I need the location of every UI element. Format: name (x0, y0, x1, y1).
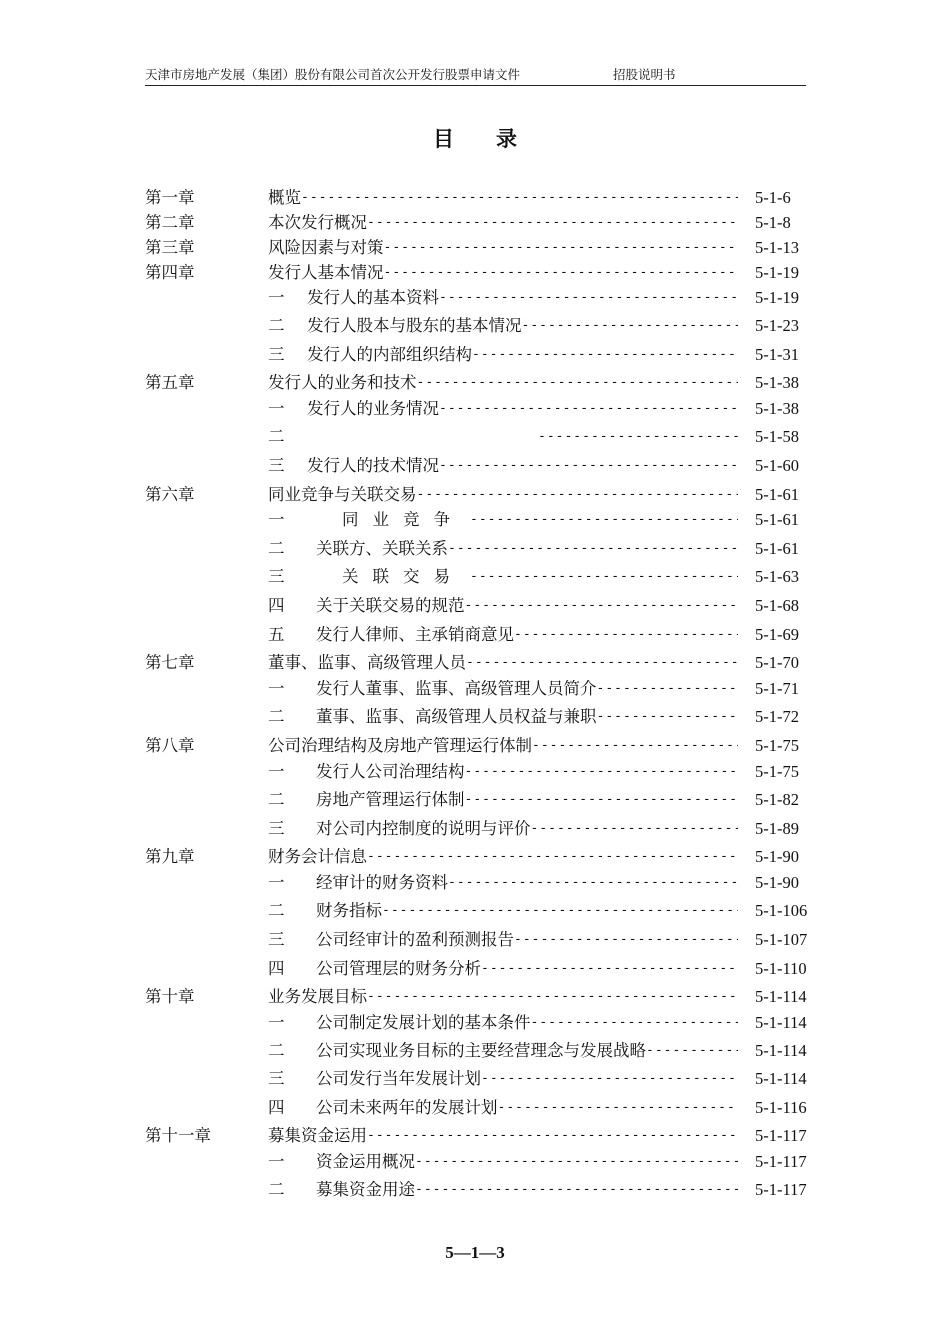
toc-leader-dashes (514, 623, 738, 647)
toc-leader-dashes (481, 1067, 738, 1091)
toc-entry (307, 343, 738, 367)
toc-leader-dashes (415, 1178, 738, 1202)
toc-row (0, 1096, 950, 1120)
toc-leader-dashes (367, 211, 738, 235)
toc-entry (316, 788, 738, 812)
toc-leader-dashes (448, 537, 738, 561)
toc-entry (316, 1096, 738, 1120)
toc-chapter-label: 第五章 (145, 373, 195, 392)
toc-entry-title: 发行人律师、主承销商意见 (316, 625, 514, 644)
toc-leader-dashes (470, 565, 738, 589)
toc-leader-dashes (384, 236, 739, 260)
toc-chapter-label: 第一章 (145, 188, 195, 207)
toc-entry-title: 发行人基本情况 (268, 263, 384, 282)
toc-section-number: 一 (268, 288, 285, 307)
toc-page-number: 5-1-114 (755, 1013, 807, 1032)
toc-leader-dashes (448, 871, 738, 895)
toc-section-number: 三 (268, 345, 285, 364)
toc-leader-dashes (532, 734, 738, 758)
toc-row (0, 483, 950, 507)
toc-entry (268, 261, 738, 285)
toc-entry (316, 760, 738, 784)
toc-page-number: 5-1-117 (755, 1152, 807, 1171)
toc-entry-title: 关联方、关联关系 (316, 539, 448, 558)
toc-entry (316, 677, 738, 701)
toc-leader-dashes (466, 651, 738, 675)
toc-row (0, 286, 950, 310)
toc-leader-dashes (538, 425, 738, 449)
toc-section-number: 四 (268, 1098, 285, 1117)
toc-row (0, 1067, 950, 1091)
toc-page-number: 5-1-19 (755, 288, 799, 307)
toc-leader-dashes (367, 1124, 738, 1148)
toc-entry-title: 关于关联交易的规范 (316, 596, 465, 615)
toc-entry-title: 发行人的技术情况 (307, 456, 439, 475)
toc-section-number: 一 (268, 1013, 285, 1032)
toc-row (0, 261, 950, 285)
toc-row (0, 186, 950, 210)
toc-row (0, 397, 950, 421)
toc-entry (316, 508, 738, 532)
toc-entry (316, 537, 738, 561)
toc-leader-dashes (646, 1039, 738, 1063)
toc-page-number: 5-1-106 (755, 901, 808, 920)
toc-row (0, 734, 950, 758)
toc-section-number: 三 (268, 819, 285, 838)
toc-row (0, 537, 950, 561)
toc-entry-title: 董事、监事、高级管理人员权益与兼职 (316, 707, 597, 726)
toc-entry-title: 资金运用概况 (316, 1152, 415, 1171)
toc-section-number: 一 (268, 873, 285, 892)
toc-section-number: 二 (268, 1041, 285, 1060)
toc-entry (307, 397, 738, 421)
toc-entry (268, 734, 738, 758)
toc-section-number: 五 (268, 625, 285, 644)
toc-page-number: 5-1-8 (755, 213, 791, 232)
toc-page-number: 5-1-114 (755, 987, 807, 1006)
toc-row (0, 508, 950, 532)
toc-entry (268, 985, 738, 1009)
toc-page-number: 5-1-75 (755, 736, 799, 755)
toc-chapter-label: 第四章 (145, 263, 195, 282)
toc-entry-title: 风险因素与对策 (268, 238, 384, 257)
toc-leader-dashes (384, 261, 739, 285)
toc-page-number: 5-1-116 (755, 1098, 807, 1117)
toc-entry-title: 发行人的内部组织结构 (307, 345, 472, 364)
toc-page-number: 5-1-31 (755, 345, 799, 364)
toc-entry (316, 623, 738, 647)
toc-leader-dashes (522, 314, 739, 338)
toc-row (0, 314, 950, 338)
toc-leader-dashes (465, 760, 739, 784)
toc-section-number: 二 (268, 790, 285, 809)
toc-page-number: 5-1-110 (755, 959, 807, 978)
toc-row (0, 705, 950, 729)
toc-row (0, 343, 950, 367)
toc-entry-title: 募集资金运用 (268, 1126, 367, 1145)
toc-entry (307, 314, 738, 338)
header-company-name: 天津市房地产发展（集团）股份有限公司首次公开发行股票申请文件 (145, 67, 521, 82)
toc-entry (268, 211, 738, 235)
toc-entry-title: 同业竞争与关联交易 (268, 485, 417, 504)
toc-entry (268, 483, 738, 507)
toc-row (0, 565, 950, 589)
toc-entry (316, 594, 738, 618)
toc-row (0, 985, 950, 1009)
toc-leader-dashes (472, 343, 738, 367)
toc-row (0, 1011, 950, 1035)
toc-section-number: 一 (268, 1152, 285, 1171)
toc-leader-dashes (417, 371, 739, 395)
toc-entry-title: 发行人的业务和技术 (268, 373, 417, 392)
toc-entry (316, 705, 738, 729)
toc-leader-dashes (439, 397, 738, 421)
toc-section-number: 二 (268, 1180, 285, 1199)
toc-entry (316, 565, 738, 589)
toc-page-number: 5-1-114 (755, 1041, 807, 1060)
toc-section-number: 一 (268, 510, 285, 529)
toc-entry-title: 公司治理结构及房地产管理运行体制 (268, 736, 532, 755)
toc-entry (316, 1067, 738, 1091)
toc-page-number: 5-1-19 (755, 263, 799, 282)
toc-section-number: 二 (268, 427, 285, 446)
toc-leader-dashes (382, 899, 738, 923)
toc-leader-dashes (415, 1150, 738, 1174)
toc-entry-title: 公司实现业务目标的主要经营理念与发展战略 (316, 1041, 646, 1060)
toc-entry-title: 公司未来两年的发展计划 (316, 1098, 498, 1117)
toc-entry-title: 董事、监事、高级管理人员 (268, 653, 466, 672)
toc-chapter-label: 第八章 (145, 736, 195, 755)
toc-section-number: 二 (268, 539, 285, 558)
toc-page-number: 5-1-61 (755, 510, 799, 529)
toc-leader-dashes (514, 928, 738, 952)
toc-page-number: 5-1-63 (755, 567, 799, 586)
toc-section-number: 一 (268, 399, 285, 418)
toc-leader-dashes (367, 845, 738, 869)
toc-entry-title: 房地产管理运行体制 (316, 790, 465, 809)
toc-row (0, 788, 950, 812)
toc-page-number: 5-1-68 (755, 596, 799, 615)
toc-page-number: 5-1-13 (755, 238, 799, 257)
toc-entry-title: 本次发行概况 (268, 213, 367, 232)
toc-section-number: 二 (268, 901, 285, 920)
toc-page-number: 5-1-58 (755, 427, 799, 446)
toc-row (0, 371, 950, 395)
toc-entry-title: 发行人的业务情况 (307, 399, 439, 418)
toc-leader-dashes (465, 594, 739, 618)
toc-page-number: 5-1-71 (755, 679, 799, 698)
toc-row (0, 651, 950, 675)
toc-row (0, 623, 950, 647)
toc-section-number: 三 (268, 930, 285, 949)
toc-leader-dashes (439, 286, 738, 310)
toc-entry (307, 286, 738, 310)
toc-section-number: 四 (268, 959, 285, 978)
toc-leader-dashes (531, 817, 739, 841)
toc-page-number: 5-1-38 (755, 373, 799, 392)
toc-row (0, 928, 950, 952)
toc-row (0, 845, 950, 869)
toc-leader-dashes (531, 1011, 739, 1035)
toc-entry-title: 同业竞争 (342, 510, 464, 529)
toc-chapter-label: 第三章 (145, 238, 195, 257)
toc-leader-dashes (481, 957, 738, 981)
toc-section-number: 三 (268, 456, 285, 475)
toc-leader-dashes (439, 454, 738, 478)
toc-chapter-label: 第七章 (145, 653, 195, 672)
toc-chapter-label: 第十章 (145, 987, 195, 1006)
toc-entry (268, 1124, 738, 1148)
toc-entry-title: 经审计的财务资料 (316, 873, 448, 892)
toc-entry (316, 1011, 738, 1035)
toc-entry-title: 发行人董事、监事、高级管理人员简介 (316, 679, 597, 698)
toc-entry (307, 454, 738, 478)
toc-row (0, 1039, 950, 1063)
toc-page-number: 5-1-61 (755, 539, 799, 558)
toc-section-number: 二 (268, 707, 285, 726)
toc-entry (316, 1178, 738, 1202)
toc-chapter-label: 第六章 (145, 485, 195, 504)
toc-chapter-label: 第二章 (145, 213, 195, 232)
toc-row (0, 817, 950, 841)
toc-entry (316, 928, 738, 952)
toc-row (0, 211, 950, 235)
toc-chapter-label: 第九章 (145, 847, 195, 866)
toc-page-number: 5-1-69 (755, 625, 799, 644)
toc-leader-dashes (470, 508, 738, 532)
page-number: 5—1—3 (445, 1243, 505, 1262)
toc-page-number: 5-1-89 (755, 819, 799, 838)
toc-page-number: 5-1-117 (755, 1126, 807, 1145)
toc-entry-title: 发行人的基本资料 (307, 288, 439, 307)
toc-entry-title: 对公司内控制度的说明与评价 (316, 819, 531, 838)
toc-entry-title: 发行人公司治理结构 (316, 762, 465, 781)
toc-leader-dashes (465, 788, 739, 812)
toc-row (0, 1178, 950, 1202)
toc-page-number: 5-1-114 (755, 1069, 807, 1088)
toc-entry (538, 425, 738, 449)
toc-row (0, 760, 950, 784)
toc-page-number: 5-1-6 (755, 188, 791, 207)
toc-entry-title: 财务指标 (316, 901, 382, 920)
toc-row (0, 871, 950, 895)
toc-chapter-label: 第十一章 (145, 1126, 211, 1145)
toc-leader-dashes (498, 1096, 739, 1120)
toc-entry-title: 业务发展目标 (268, 987, 367, 1006)
toc-page-number: 5-1-72 (755, 707, 799, 726)
toc-entry-title: 募集资金用途 (316, 1180, 415, 1199)
toc-entry (316, 1039, 738, 1063)
toc-page-number: 5-1-117 (755, 1180, 807, 1199)
toc-entry-title: 公司制定发展计划的基本条件 (316, 1013, 531, 1032)
toc-page-number: 5-1-90 (755, 873, 799, 892)
toc-entry (268, 651, 738, 675)
toc-section-number: 一 (268, 679, 285, 698)
toc-entry (316, 957, 738, 981)
toc-entry-title: 关联交易 (342, 567, 464, 586)
toc-row (0, 594, 950, 618)
toc-entry (316, 817, 738, 841)
toc-entry (268, 845, 738, 869)
toc-page-number: 5-1-75 (755, 762, 799, 781)
toc-section-number: 二 (268, 316, 285, 335)
toc-entry (316, 899, 738, 923)
toc-leader-dashes (597, 677, 739, 701)
toc-entry-title: 财务会计信息 (268, 847, 367, 866)
toc-entry-title: 公司管理层的财务分析 (316, 959, 481, 978)
toc-page-number: 5-1-90 (755, 847, 799, 866)
toc-entry (268, 186, 738, 210)
toc-row (0, 454, 950, 478)
toc-entry (268, 236, 738, 260)
toc-row (0, 1150, 950, 1174)
toc-row (0, 236, 950, 260)
toc-row (0, 677, 950, 701)
title-char-2: 录 (496, 127, 517, 151)
toc-section-number: 一 (268, 762, 285, 781)
toc-entry-title: 公司发行当年发展计划 (316, 1069, 481, 1088)
toc-row (0, 1124, 950, 1148)
header-document-type: 招股说明书 (613, 67, 676, 82)
toc-section-number: 三 (268, 567, 285, 586)
toc-section-number: 三 (268, 1069, 285, 1088)
title-char-1: 目 (433, 127, 454, 151)
toc-leader-dashes (301, 186, 738, 210)
toc-entry (316, 871, 738, 895)
toc-section-number: 四 (268, 596, 285, 615)
toc-page-number: 5-1-70 (755, 653, 799, 672)
toc-entry-title: 公司经审计的盈利预测报告 (316, 930, 514, 949)
toc-row (0, 957, 950, 981)
toc-page-number: 5-1-61 (755, 485, 799, 504)
toc-page-number: 5-1-38 (755, 399, 799, 418)
toc-leader-dashes (417, 483, 739, 507)
toc-entry (268, 371, 738, 395)
toc-page-number: 5-1-82 (755, 790, 799, 809)
toc-page-number: 5-1-60 (755, 456, 799, 475)
toc-page-number: 5-1-107 (755, 930, 808, 949)
toc-entry-title: 发行人股本与股东的基本情况 (307, 316, 522, 335)
toc-leader-dashes (367, 985, 738, 1009)
toc-leader-dashes (597, 705, 739, 729)
toc-page-number: 5-1-23 (755, 316, 799, 335)
toc-row (0, 425, 950, 449)
toc-row (0, 899, 950, 923)
toc-entry-title: 概览 (268, 188, 301, 207)
toc-entry (316, 1150, 738, 1174)
